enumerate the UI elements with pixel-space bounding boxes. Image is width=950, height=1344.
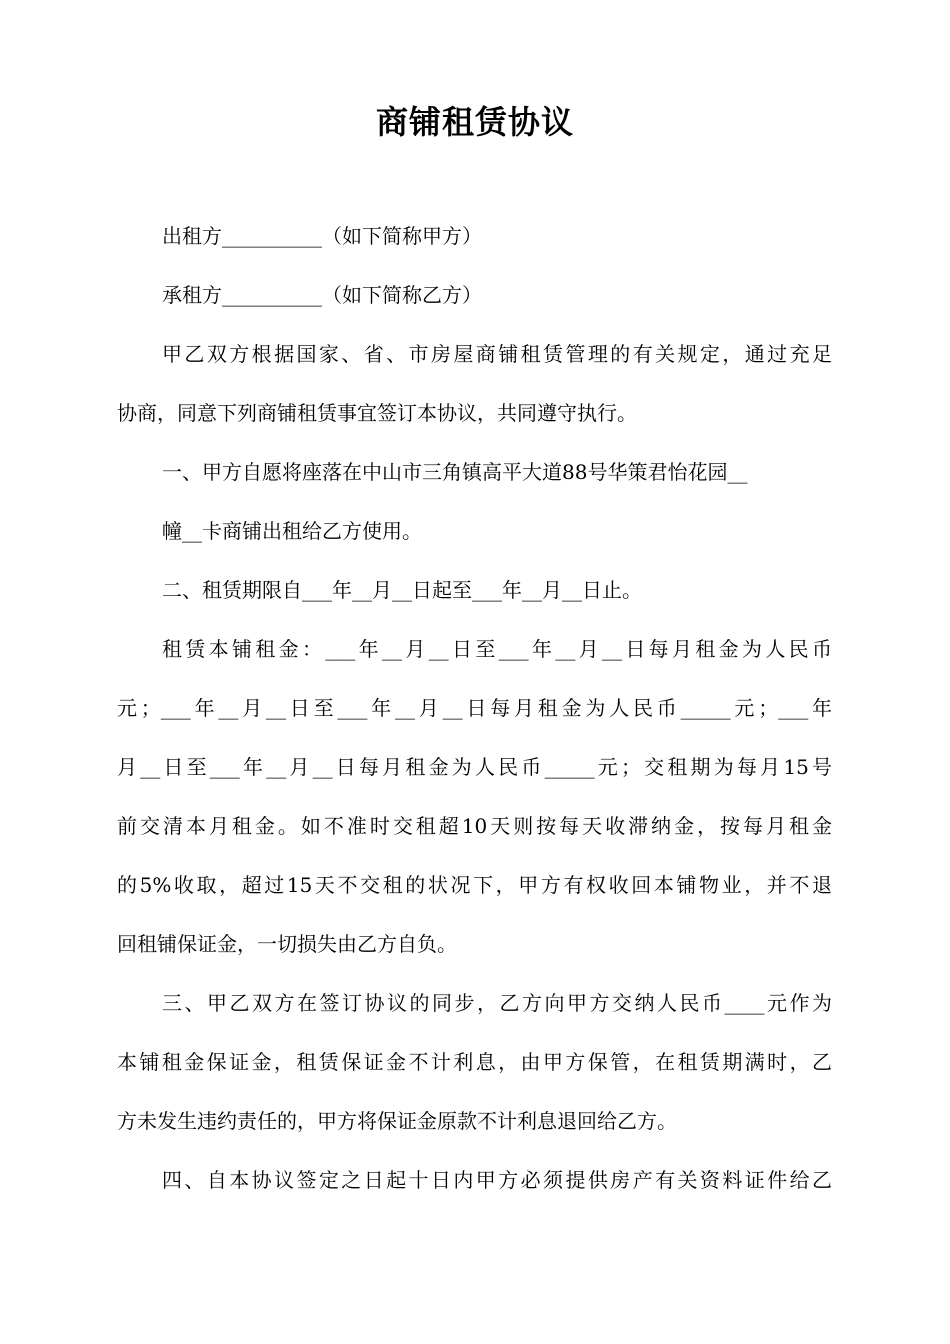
clause-3-line: 三、甲乙双方在签订协议的同步，乙方向甲方交纳人民币____元作为: [162, 991, 832, 1015]
clause-2-line: 二、租赁期限自___年__月__日起至___年__月__日止。: [162, 578, 642, 602]
rent-paragraph-line: 前交清本月租金。如不准时交租超10天则按每天收滞纳金，按每月租金: [117, 814, 832, 838]
rent-paragraph-line: 月__日至___年__月__日每月租金为人民币_____元；交租期为每月15号: [117, 755, 832, 779]
paragraph-line: 协商，同意下列商铺租赁事宜签订本协议，共同遵守执行。: [117, 401, 637, 425]
clause-3-line: 方未发生违约责任的，甲方将保证金原款不计利息退回给乙方。: [117, 1109, 677, 1133]
clause-3-line: 本铺租金保证金，租赁保证金不计利息，由甲方保管，在租赁期满时，乙: [117, 1050, 832, 1074]
paragraph-line: 甲乙双方根据国家、省、市房屋商铺租赁管理的有关规定，通过充足: [162, 342, 832, 366]
clause-4-line: 四、自本协议签定之日起十日内甲方必须提供房产有关资料证件给乙: [162, 1168, 832, 1192]
rent-paragraph-line: 回租铺保证金，一切损失由乙方自负。: [117, 932, 457, 956]
clause-1-line: 幢__卡商铺出租给乙方使用。: [162, 519, 422, 543]
lessee-line: 承租方__________（如下简称乙方）: [162, 283, 482, 307]
lessor-line: 出租方__________（如下简称甲方）: [162, 224, 482, 248]
clause-1-line: 一、甲方自愿将座落在中山市三角镇高平大道88号华策君怡花园__: [162, 460, 748, 484]
rent-paragraph-line: 元；___年__月__日至___年__月__日每月租金为人民币_____元；___年: [117, 696, 832, 720]
rent-paragraph-line: 租赁本铺租金：___年__月__日至___年__月__日每月租金为人民币: [162, 637, 832, 661]
document-title: 商铺租赁协议: [375, 103, 574, 141]
rent-paragraph-line: 的5%收取，超过15天不交租的状况下，甲方有权收回本铺物业，并不退: [117, 873, 832, 897]
